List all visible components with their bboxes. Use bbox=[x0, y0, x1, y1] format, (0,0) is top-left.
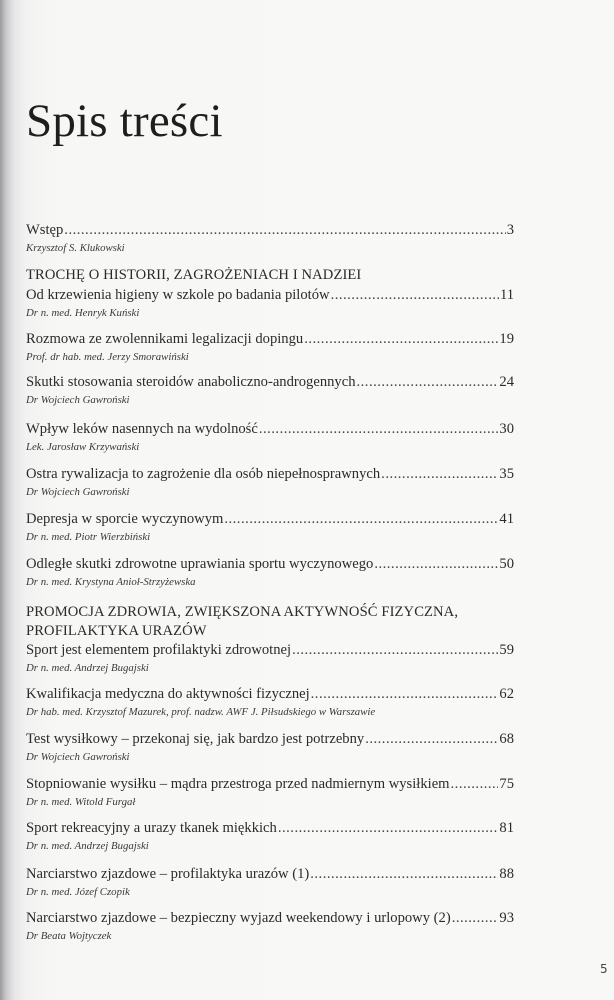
entry-page: 50 bbox=[499, 556, 514, 572]
entry-title: Test wysiłkowy – przekonaj się, jak bardzo jest potrzebny bbox=[26, 731, 365, 747]
entry-page: 41 bbox=[499, 511, 514, 527]
toc-entry bbox=[26, 910, 514, 943]
entry-author: Dr hab. med. Krzysztof Mazurek, prof. nadzw. AWF J. Piłsudskiego w Warszawie bbox=[26, 706, 376, 718]
toc-entry bbox=[26, 421, 514, 454]
entry-title: Narciarstwo zjazdowe – bezpieczny wyjazd weekendowy i urlopowy (2) bbox=[26, 910, 451, 926]
toc-entry-line bbox=[26, 222, 514, 239]
section-heading bbox=[26, 266, 361, 285]
toc-entry-line bbox=[26, 820, 514, 837]
toc-entry-line bbox=[26, 910, 514, 927]
entry-page: 11 bbox=[499, 287, 514, 303]
entry-author: Dr n. med. Andrzej Bugajski bbox=[26, 840, 149, 852]
entry-title: Odległe skutki zdrowotne uprawiania sportu wyczynowego bbox=[26, 556, 374, 572]
dot-leader bbox=[357, 374, 499, 391]
dot-leader bbox=[292, 642, 498, 659]
dot-leader bbox=[259, 421, 499, 438]
entry-author: Dr Wojciech Gawroński bbox=[26, 486, 130, 498]
toc-entry bbox=[26, 820, 514, 853]
entry-page: 30 bbox=[499, 421, 514, 437]
entry-title: Depresja w sporcie wyczynowym bbox=[26, 511, 224, 527]
page-title: Spis treści bbox=[26, 95, 223, 147]
toc-entry-line bbox=[26, 642, 514, 659]
dot-leader bbox=[64, 222, 505, 239]
entry-author: Dr Beata Wojtyczek bbox=[26, 930, 112, 942]
entry-author: Dr n. med. Krystyna Anioł-Strzyżewska bbox=[26, 576, 196, 588]
toc-entry-line bbox=[26, 866, 514, 883]
section-heading-line: PROFILAKTYKA URAZÓW bbox=[26, 623, 207, 639]
dot-leader bbox=[311, 686, 499, 703]
entry-author: Dr n. med. Józef Czopik bbox=[26, 886, 130, 898]
entry-page: 75 bbox=[499, 776, 514, 792]
toc-entry-line bbox=[26, 776, 514, 793]
toc-entry-line bbox=[26, 556, 514, 573]
dot-leader bbox=[304, 331, 498, 348]
entry-title: Wstęp bbox=[26, 222, 64, 238]
toc-entry bbox=[26, 331, 514, 364]
toc-entry-line bbox=[26, 287, 514, 304]
entry-author: Dr n. med. Piotr Wierzbiński bbox=[26, 531, 151, 543]
dot-leader bbox=[452, 910, 499, 927]
toc-entry bbox=[26, 222, 514, 255]
section-heading-line: TROCHĘ O HISTORII, ZAGROŻENIACH I NADZIEI bbox=[26, 267, 362, 283]
entry-page: 88 bbox=[499, 866, 514, 882]
toc-entry-line bbox=[26, 374, 514, 391]
entry-title: Skutki stosowania steroidów anaboliczno-androgennych bbox=[26, 374, 356, 390]
toc-entry-line bbox=[26, 731, 514, 748]
entry-title: Rozmowa ze zwolennikami legalizacji dopingu bbox=[26, 331, 304, 347]
page-number: 5 bbox=[600, 962, 608, 976]
entry-title: Sport rekreacyjny a urazy tkanek miękkich bbox=[26, 820, 277, 836]
toc-entry bbox=[26, 686, 514, 719]
entry-page: 24 bbox=[499, 374, 514, 390]
entry-author: Dr Wojciech Gawroński bbox=[26, 751, 130, 763]
entry-title: Sport jest elementem profilaktyki zdrowotnej bbox=[26, 642, 292, 658]
entry-page: 19 bbox=[499, 331, 514, 347]
entry-title: Narciarstwo zjazdowe – profilaktyka urazów (1) bbox=[26, 866, 310, 882]
entry-author: Dr n. med. Witold Furgał bbox=[26, 796, 136, 808]
entry-page: 81 bbox=[499, 820, 514, 836]
entry-page: 35 bbox=[499, 466, 514, 482]
entry-title: Ostra rywalizacja to zagrożenie dla osób niepełnosprawnych bbox=[26, 466, 381, 482]
entry-title: Kwalifikacja medyczna do aktywności fizycznej bbox=[26, 686, 310, 702]
entry-author: Prof. dr hab. med. Jerzy Smorawiński bbox=[26, 351, 189, 363]
entry-author: Krzysztof S. Klukowski bbox=[26, 242, 125, 254]
toc-entry bbox=[26, 287, 514, 320]
toc-entry bbox=[26, 556, 514, 589]
entry-page: 3 bbox=[506, 222, 514, 238]
entry-title: Wpływ leków nasennych na wydolność bbox=[26, 421, 258, 437]
toc-entry bbox=[26, 866, 514, 899]
dot-leader bbox=[365, 731, 498, 748]
entry-page: 93 bbox=[499, 910, 514, 926]
section-heading bbox=[26, 603, 458, 641]
toc-entry-line bbox=[26, 331, 514, 348]
dot-leader bbox=[310, 866, 498, 883]
entry-page: 68 bbox=[499, 731, 514, 747]
toc-entry bbox=[26, 466, 514, 499]
toc-entry bbox=[26, 776, 514, 809]
toc-entry bbox=[26, 642, 514, 675]
dot-leader bbox=[331, 287, 499, 304]
entry-page: 59 bbox=[499, 642, 514, 658]
entry-author: Dr n. med. Andrzej Bugajski bbox=[26, 662, 149, 674]
entry-author: Lek. Jarosław Krzywański bbox=[26, 441, 140, 453]
dot-leader bbox=[224, 511, 498, 528]
entry-page: 62 bbox=[499, 686, 514, 702]
toc-entry-line bbox=[26, 421, 514, 438]
section-heading-line: PROMOCJA ZDROWIA, ZWIĘKSZONA AKTYWNOŚĆ FIZYCZNA, bbox=[26, 604, 459, 620]
entry-title: Od krzewienia higieny w szkole po badania pilotów bbox=[26, 287, 330, 303]
entry-author: Dr n. med. Henryk Kuński bbox=[26, 307, 140, 319]
dot-leader bbox=[278, 820, 499, 837]
toc-entry-line bbox=[26, 466, 514, 483]
dot-leader bbox=[381, 466, 498, 483]
entry-title: Stopniowanie wysiłku – mądra przestroga przed nadmiernym wysiłkiem bbox=[26, 776, 450, 792]
toc-entry bbox=[26, 511, 514, 544]
dot-leader bbox=[451, 776, 499, 793]
toc-entry bbox=[26, 374, 514, 407]
toc-entry bbox=[26, 731, 514, 764]
toc-entry-line bbox=[26, 511, 514, 528]
dot-leader bbox=[374, 556, 498, 573]
toc-entry-line bbox=[26, 686, 514, 703]
entry-author: Dr Wojciech Gawroński bbox=[26, 394, 130, 406]
